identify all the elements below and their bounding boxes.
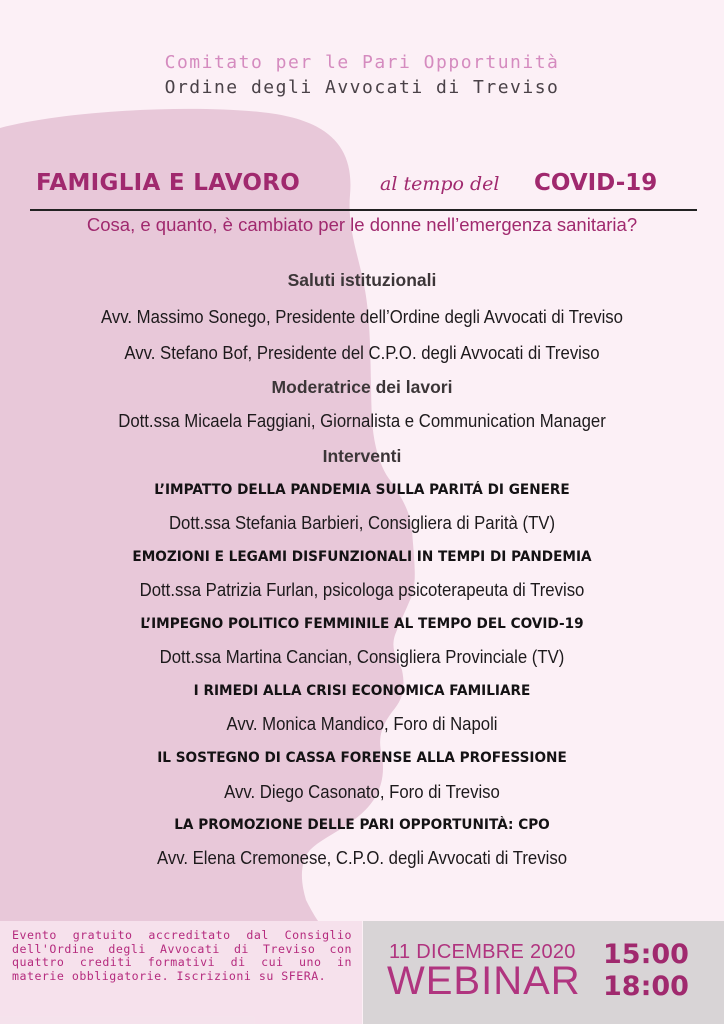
- talk-title: I RIMEDI ALLA CRISI ECONOMICA FAMILIARE: [193, 683, 531, 699]
- talk-title: LA PROMOZIONE DELLE PARI OPPORTUNITÀ: CPO: [174, 817, 550, 833]
- talk-speaker: Avv. Diego Casonato, Foro di Treviso: [224, 782, 500, 802]
- talk-title: EMOZIONI E LEGAMI DISFUNZIONALI IN TEMPI DI PANDEMIA: [132, 549, 592, 565]
- event-datetime-box: [363, 921, 724, 1024]
- greetings-heading: Saluti istituzionali: [287, 270, 437, 290]
- talk-title: L’IMPEGNO POLITICO FEMMINILE AL TEMPO DEL COVID-19: [140, 616, 584, 632]
- talk-speaker: Dott.ssa Martina Cancian, Consigliera Provinciale (TV): [159, 647, 565, 667]
- event-title: [36, 170, 696, 206]
- start-time: 15:00: [603, 939, 689, 970]
- moderator-heading: Moderatrice dei lavori: [271, 377, 453, 397]
- accreditation-note-box: [0, 921, 362, 1024]
- talk-speaker: Avv. Monica Mandico, Foro di Napoli: [226, 714, 498, 734]
- order-name: Ordine degli Avvocati di Treviso: [164, 77, 560, 98]
- talk-title: IL SOSTEGNO DI CASSA FORENSE ALLA PROFESSIONE: [157, 750, 567, 766]
- moderator-name: Dott.ssa Micaela Faggiani, Giornalista e Communication Manager: [118, 411, 606, 431]
- talk-speaker: Avv. Elena Cremonese, C.P.O. degli Avvocati di Treviso: [156, 848, 568, 868]
- greeting-speaker: Avv. Massimo Sonego, Presidente dell’Ordine degli Avvocati di Treviso: [100, 307, 623, 327]
- committee-name: Comitato per le Pari Opportunità: [164, 52, 560, 73]
- title-divider: [30, 209, 697, 211]
- greeting-speaker: Avv. Stefano Bof, Presidente del C.P.O. degli Avvocati di Treviso: [124, 343, 600, 363]
- talk-speaker: Dott.ssa Stefania Barbieri, Consigliera di Parità (TV): [168, 513, 556, 533]
- title-script: al tempo del: [380, 173, 500, 195]
- event-format: WEBINAR: [387, 959, 581, 1003]
- title-main: FAMIGLIA E LAVORO: [36, 170, 301, 196]
- event-date: 11 DICEMBRE 2020: [389, 941, 576, 963]
- event-subtitle: Cosa, e quanto, è cambiato per le donne nell’emergenza sanitaria?: [86, 214, 638, 235]
- talk-speaker: Dott.ssa Patrizia Furlan, psicologa psicoterapeuta di Treviso: [139, 580, 585, 600]
- end-time: 18:00: [603, 971, 689, 1002]
- talk-title: L’IMPATTO DELLA PANDEMIA SULLA PARITÁ DI GENERE: [154, 482, 570, 498]
- accreditation-note: Evento gratuito accreditato dal Consiglio dell'Ordine degli Avvocati di Treviso con quattro crediti formativi di cui uno in materie obbligatorie. Iscrizioni su SFERA.: [12, 928, 352, 983]
- talks-heading: Interventi: [322, 446, 402, 466]
- title-covid: COVID-19: [534, 170, 658, 196]
